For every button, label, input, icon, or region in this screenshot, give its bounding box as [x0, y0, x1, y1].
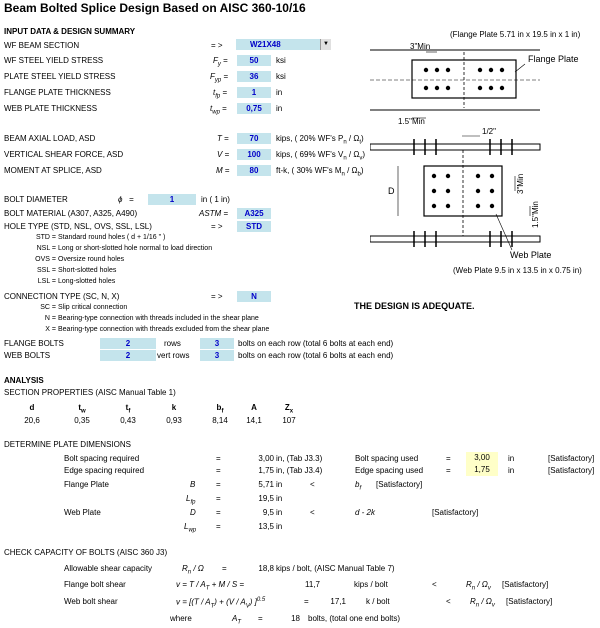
eq: =: [446, 466, 451, 475]
col-bf: $b_f$: [216, 403, 224, 415]
conn-opt-desc: Bearing-type connection with threads included in the shear plane: [58, 315, 259, 322]
bolt-spacing-used-label: Bolt spacing used: [355, 454, 419, 463]
at-note: bolts, (total one end bolts): [308, 614, 401, 623]
web-shear-label: Web bolt shear: [64, 597, 118, 606]
flange-bolts-label: FLANGE BOLTS: [4, 339, 64, 348]
bolt-check-header: CHECK CAPACITY OF BOLTS (AISC 360 J3): [4, 548, 168, 557]
hole-opt-desc: Standard round holes ( d + 1/16 " ): [58, 234, 166, 241]
bolt-mat-symbol: ASTM =: [199, 209, 229, 218]
allow-sym: $R_n$ / Ω: [182, 564, 204, 576]
web-elevation-view: [370, 127, 551, 260]
fyp-unit: ksi: [276, 72, 286, 81]
flange-bolts-note: bolts on each row (total 6 bolts at each end): [238, 339, 394, 348]
splice-diagram: [370, 38, 595, 274]
col-tw: $t_w$: [78, 403, 86, 415]
flange-plate-label: Flange Plate: [528, 54, 579, 64]
flange-plan-view: [370, 42, 579, 126]
plate-dims-header: DETERMINE PLATE DIMENSIONS: [4, 440, 131, 449]
at-value: 18: [291, 614, 300, 623]
flange-plate-value: 5,71: [258, 480, 274, 489]
conn-opt-code: SC =: [40, 304, 56, 311]
val-k: 0,93: [166, 416, 182, 425]
eq: =: [304, 597, 309, 606]
eq: =: [216, 522, 221, 531]
twp-label: WEB PLATE THICKNESS: [4, 104, 98, 113]
edge-spacing-req-label: Edge spacing required: [64, 466, 145, 475]
hole-opt-desc: Long or short-slotted hole normal to load direction: [58, 245, 213, 252]
web-plate-note: (Web Plate 9.5 in x 13.5 in x 0.75 in): [453, 266, 582, 275]
eq: =: [446, 454, 451, 463]
dim-label: 1.5"Min: [531, 201, 540, 228]
conn-type-arrow: = >: [211, 292, 223, 301]
shear-symbol: V =: [217, 150, 230, 159]
col-tf: $t_f$: [125, 403, 131, 415]
design-status: THE DESIGN IS ADEQUATE.: [354, 301, 475, 311]
status-badge: [Satisfactory]: [506, 597, 553, 606]
axial-unit: kips, ( 20% WF's $P_n / \Omega_t$): [276, 134, 364, 146]
axial-load-input[interactable]: 70: [237, 133, 271, 144]
conn-opt-code: X =: [45, 326, 56, 333]
lfp-value: 19,5: [258, 494, 274, 503]
bolt-dia-unit: in ( 1 in): [201, 195, 230, 204]
moment-unit: ft-k, ( 30% WF's $M_n / \Omega_b$): [276, 166, 364, 178]
flange-plate-sym: B: [190, 480, 196, 489]
wf-beam-arrow: = >: [211, 41, 223, 50]
eq: =: [222, 564, 227, 573]
flange-cmp: $b_f$: [355, 480, 362, 492]
bolt-mat-input[interactable]: A325: [237, 208, 271, 219]
hole-opt-code: STD =: [35, 234, 56, 241]
lwp-value: 13,5: [258, 522, 274, 531]
status-badge: [Satisfactory]: [376, 480, 423, 489]
edge-spacing-req-note: in, (Tab J3.4): [276, 466, 323, 475]
status-badge: [Satisfactory]: [502, 580, 549, 589]
fy-unit: ksi: [276, 56, 286, 65]
flange-shear-value: 11,7: [305, 580, 320, 589]
page-title: Beam Bolted Splice Design Based on AISC 360-10/16: [4, 1, 306, 15]
web-bolt-rows-input[interactable]: 2: [100, 350, 156, 361]
conn-type-input[interactable]: N: [237, 291, 271, 302]
status-badge: [Satisfactory]: [548, 466, 595, 475]
twp-symbol: $t_{wp}$ =: [210, 104, 227, 116]
edge-spacing-used-input[interactable]: 1,75: [466, 464, 498, 476]
tfp-unit: in: [276, 88, 283, 97]
flange-shear-label: Flange bolt shear: [64, 580, 126, 589]
lt: <: [310, 508, 315, 517]
shear-unit: kips, ( 69% WF's $V_n / \Omega_v$): [276, 150, 365, 162]
hole-type-input[interactable]: STD: [237, 221, 271, 232]
hole-type-label: HOLE TYPE (STD, NSL, OVS, SSL, LSL): [4, 222, 152, 231]
col-k: k: [171, 403, 177, 412]
hole-opt-desc: Oversize round holes: [58, 256, 125, 263]
bolt-mat-label: BOLT MATERIAL (A307, A325, A490): [4, 209, 138, 218]
unit: in: [276, 508, 283, 517]
fy-symbol: $F_y$ =: [213, 56, 228, 68]
tfp-label: FLANGE PLATE THICKNESS: [4, 88, 111, 97]
axial-load-label: BEAM AXIAL LOAD, ASD: [4, 134, 96, 143]
eq: =: [258, 614, 263, 623]
bolt-spacing-req-value: 3,00: [258, 454, 274, 463]
allow-label: Allowable shear capacity: [64, 564, 153, 573]
flange-plate-note: (Flange Plate 5.71 in x 19.5 in x 1 in): [450, 30, 581, 39]
conn-type-label: CONNECTION TYPE (SC, N, X): [4, 292, 120, 301]
edge-spacing-req-value: 1,75: [258, 466, 274, 475]
status-badge: [Satisfactory]: [548, 454, 595, 463]
bolt-spacing-used-input[interactable]: 3,00: [466, 452, 498, 464]
web-formula: $v = [(T / A_T) + (V / A_V)$ ]$^{0.5}$: [176, 597, 266, 610]
eq: =: [216, 508, 221, 517]
shear-force-label: VERTICAL SHEAR FORCE, ASD: [4, 150, 124, 159]
hole-opt-code: NSL =: [36, 245, 56, 252]
wf-beam-select[interactable]: W21X48: [236, 39, 330, 50]
fyp-input[interactable]: 36: [237, 71, 271, 82]
flange-rows-label: rows: [164, 339, 181, 348]
web-cmp: d - 2k: [355, 508, 376, 517]
val-a: 14,1: [246, 416, 262, 425]
web-bolts-label: WEB BOLTS: [4, 351, 51, 360]
edge-spacing-used-label: Edge spacing used: [355, 466, 424, 475]
web-plate-label: Web Plate: [510, 250, 552, 260]
flange-bolt-count-input[interactable]: 3: [200, 338, 234, 349]
web-bolts-note: bolts on each row (total 6 bolts at each end): [238, 351, 394, 360]
lt: <: [310, 480, 315, 489]
eq: =: [216, 494, 221, 503]
val-tw: 0,35: [74, 416, 90, 425]
allow-note: kips / bolt, (AISC Manual Table 7): [276, 564, 395, 573]
dim-label: 1/2": [482, 127, 496, 136]
moment-label: MOMENT AT SPLICE, ASD: [4, 166, 102, 175]
val-bf: 8,14: [212, 416, 228, 425]
wf-beam-label: WF BEAM SECTION: [4, 41, 80, 50]
input-header: INPUT DATA & DESIGN SUMMARY: [4, 27, 136, 36]
dim-label: D: [388, 186, 395, 196]
val-zx: 107: [282, 416, 296, 425]
bolt-dia-input[interactable]: 1: [148, 194, 196, 205]
at-sym: $A_T$: [232, 614, 242, 626]
lwp-sym: $L_{wp}$: [184, 522, 197, 534]
lt: <: [432, 580, 437, 589]
tfp-symbol: $t_{fp}$ =: [213, 88, 228, 100]
bolt-spacing-req-label: Bolt spacing required: [64, 454, 140, 463]
hole-opt-code: OVS =: [35, 256, 56, 263]
lfp-sym: $L_{fp}$: [186, 494, 196, 506]
col-d: d: [29, 403, 35, 412]
eq: =: [216, 454, 221, 463]
conn-opt-desc: Bearing-type connection with threads excluded from the shear plane: [58, 326, 270, 333]
axial-symbol: T =: [217, 134, 229, 143]
flange-bolt-rows-input[interactable]: 2: [100, 338, 156, 349]
hole-opt-code: SSL =: [36, 267, 56, 274]
bottom-flange: [370, 236, 540, 242]
unit: in: [276, 480, 283, 489]
conn-opt-code: N =: [44, 315, 56, 322]
twp-input[interactable]: 0,75: [237, 103, 271, 114]
dim-label: 3"Min: [516, 173, 525, 194]
fyp-label: PLATE STEEL YIELD STRESS: [4, 72, 116, 81]
moment-symbol: M =: [216, 166, 230, 175]
status-badge: [Satisfactory]: [432, 508, 479, 517]
hole-opt-desc: Short-slotted holes: [58, 267, 117, 274]
web-shear-value: 17,1: [330, 597, 346, 606]
bolt-dia-symbol: ϕ =: [118, 195, 134, 204]
section-props-label: SECTION PROPERTIES (AISC Manual Table 1): [4, 388, 176, 397]
web-rows-label: vert rows: [157, 351, 190, 360]
analysis-header: ANALYSIS: [4, 376, 44, 385]
fy-label: WF STEEL YIELD STRESS: [4, 56, 104, 65]
flange-plate-label: Flange Plate: [64, 480, 109, 489]
val-d: 20,6: [24, 416, 40, 425]
hole-opt-code: LSL =: [37, 278, 56, 285]
chevron-down-icon[interactable]: ▼: [320, 39, 331, 50]
bolt-dia-label: BOLT DIAMETER: [4, 195, 68, 204]
unit: in: [508, 466, 515, 475]
bolt-spacing-req-note: in, (Tab J3.3): [276, 454, 323, 463]
flange-formula: $v = T / A_T + M / S$ =: [176, 580, 245, 592]
web-plate-value: 9,5: [262, 508, 274, 517]
conn-opt-desc: Slip critical connection: [58, 304, 128, 311]
where-label: where: [170, 614, 192, 623]
web-plate-label: Web Plate: [64, 508, 101, 517]
dim-label: 1.5"Min: [398, 117, 425, 126]
hole-opt-desc: Long-slotted holes: [58, 278, 116, 285]
hole-type-arrow: = >: [211, 222, 223, 231]
eq: =: [216, 466, 221, 475]
col-zx: $Z_x$: [284, 403, 294, 415]
fyp-symbol: $F_{yp}$ =: [210, 72, 229, 84]
eq: =: [216, 480, 221, 489]
shear-force-input[interactable]: 100: [237, 149, 271, 160]
allow-value: 18,8: [258, 564, 274, 573]
col-a: A: [251, 403, 257, 412]
unit: in: [276, 494, 283, 503]
web-bolt-count-input[interactable]: 3: [200, 350, 234, 361]
val-tf: 0,43: [120, 416, 136, 425]
unit: kips / bolt: [354, 580, 388, 589]
twp-unit: in: [276, 104, 283, 113]
leader-line: [496, 214, 512, 250]
flange-cmp: $R_n / \Omega_v$: [466, 580, 491, 592]
web-plate-sym: D: [190, 508, 196, 517]
unit: in: [276, 522, 283, 531]
unit: k / bolt: [366, 597, 390, 606]
dim-label: 3"Min: [410, 42, 431, 51]
tfp-input[interactable]: 1: [237, 87, 271, 98]
moment-input[interactable]: 80: [237, 165, 271, 176]
web-cmp: $R_n / \Omega_v$: [470, 597, 495, 609]
lt: <: [446, 597, 451, 606]
top-flange: [370, 144, 540, 150]
fy-input[interactable]: 50: [237, 55, 271, 66]
unit: in: [508, 454, 515, 463]
